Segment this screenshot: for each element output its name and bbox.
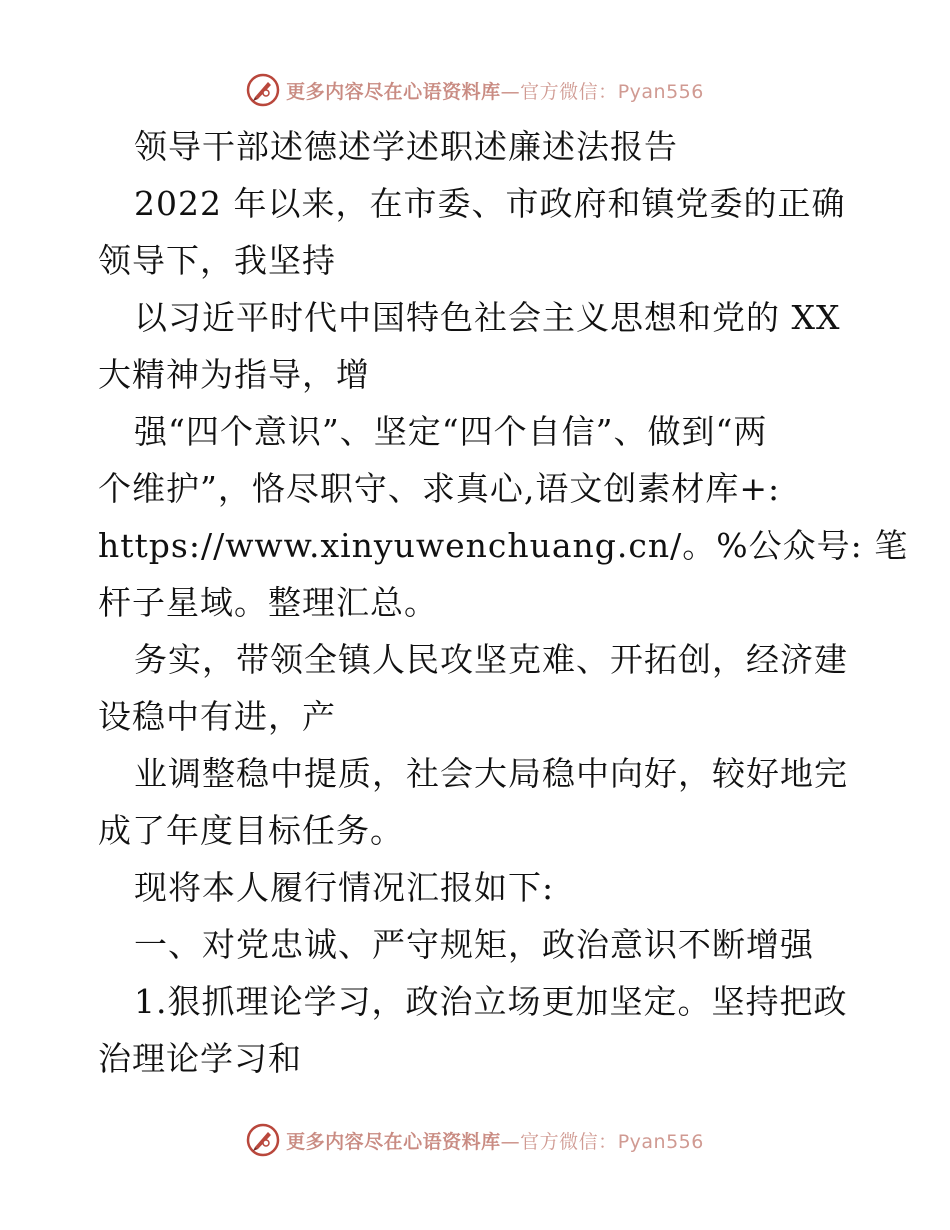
paragraph-line: 业调整稳中提质，社会大局稳中向好，较好地完 — [134, 754, 848, 793]
paragraph-line: 强“四个意识”、坚定“四个自信”、做到“两 — [134, 412, 768, 451]
paragraph-line: 务实，带领全镇人民攻坚克难、开拓创，经济建 — [134, 640, 848, 679]
paragraph-line: 大精神为指导，增 — [98, 355, 370, 394]
paragraph-line: https://www.xinyuwenchuang.cn/。%公众号: 笔 — [98, 526, 909, 565]
paragraph-line: 设稳中有进，产 — [98, 697, 336, 736]
footer-wechat-label: 官方微信： — [520, 1130, 618, 1153]
footer-separator: — — [500, 1130, 521, 1153]
footer-banner — [0, 1120, 950, 1160]
paragraph-line: 个维护”，恪尽职守、求真心,语文创素材库+: — [98, 469, 781, 508]
header-wechat-label: 官方微信： — [520, 80, 618, 103]
quill-logo-icon — [246, 73, 280, 107]
paragraph-line: 成了年度目标任务。 — [98, 811, 404, 850]
paragraph-line: 以习近平时代中国特色社会主义思想和党的 XX — [134, 298, 841, 337]
quill-logo-icon — [246, 1123, 280, 1157]
header-banner — [0, 70, 950, 110]
footer-banner-text — [286, 1127, 704, 1154]
footer-wechat-id: Pyan556 — [617, 1130, 704, 1153]
paragraph-line: 1.狠抓理论学习，政治立场更加坚定。坚持把政 — [134, 982, 848, 1021]
section-heading: 一、对党忠诚、严守规矩，政治意识不断增强 — [134, 925, 814, 964]
footer-site-name: 更多内容尽在心语资料库 — [286, 1130, 501, 1153]
document-body — [98, 118, 909, 1087]
header-separator: — — [500, 80, 521, 103]
header-banner-text — [286, 77, 704, 104]
header-site-name: 更多内容尽在心语资料库 — [286, 80, 501, 103]
paragraph-line: 领导下，我坚持 — [98, 241, 336, 280]
paragraph-line: 治理论学习和 — [98, 1039, 302, 1078]
paragraph-line: 现将本人履行情况汇报如下: — [134, 868, 555, 907]
paragraph-line: 杆子星域。整理汇总。 — [98, 583, 438, 622]
paragraph-line: 2022 年以来，在市委、市政府和镇党委的正确 — [134, 184, 846, 223]
document-title: 领导干部述德述学述职述廉述法报告 — [134, 127, 678, 166]
header-wechat-id: Pyan556 — [617, 80, 704, 103]
